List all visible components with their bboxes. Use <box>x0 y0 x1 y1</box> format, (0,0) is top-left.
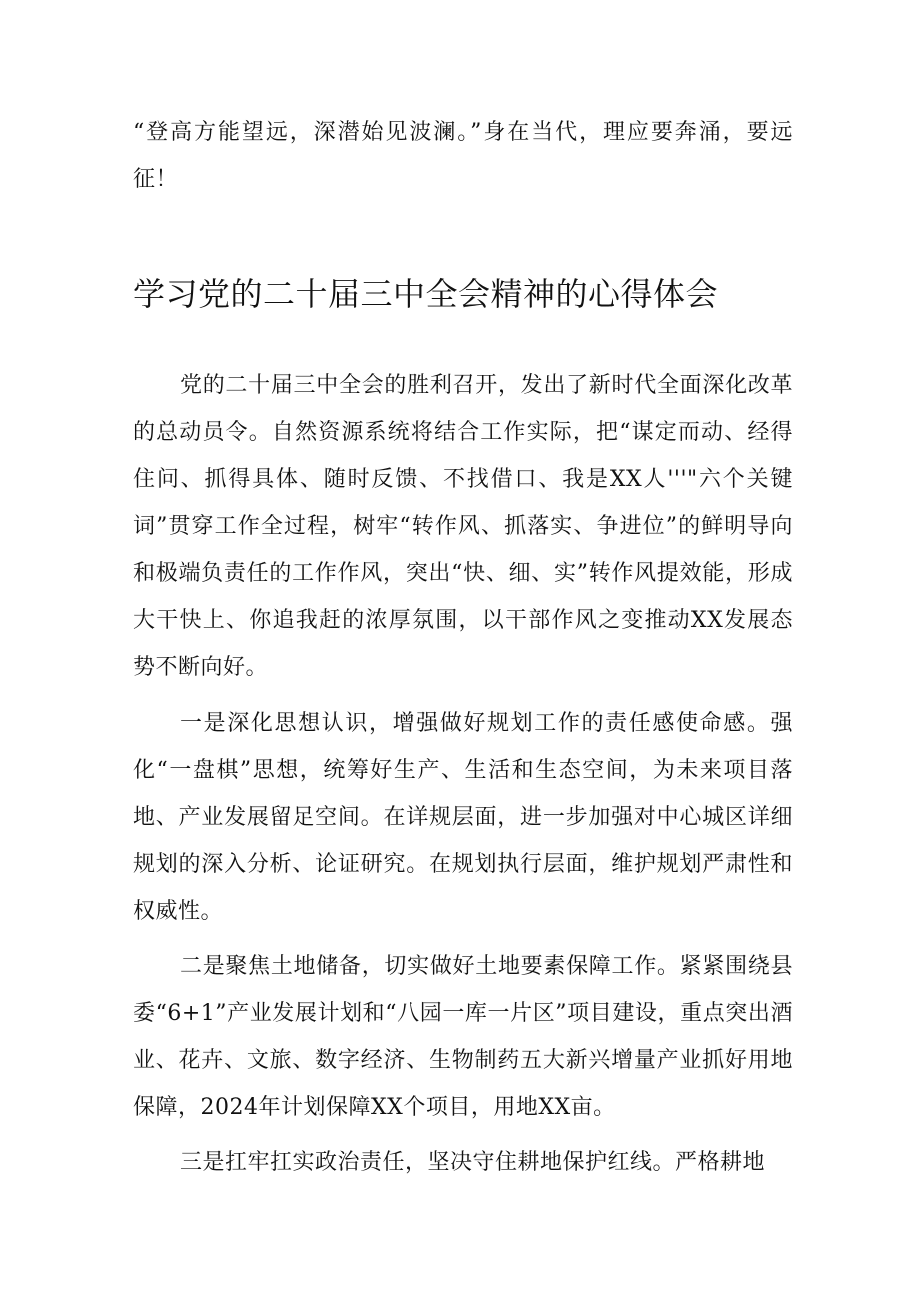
paragraph-farmland-protection: 三是扛牢扛实政治责任，坚决守住耕地保护红线。严格耕地 <box>180 1150 766 1175</box>
intro-quote-paragraph: “登高方能望远，深潜始见波澜。”身在当代，理应要奔涌，要远征！ <box>133 120 793 192</box>
paragraph-land-reserve: 二是聚焦土地储备，切实做好土地要素保障工作。紧紧围绕县委“6+1”产业发展计划和“八园一库一片区”项目建设，重点突出酒业、花卉、文旅、数字经济、生物制药五大新兴增量产业抓好用地保障，2024年计划保障XX个项目，用地XX亩。 <box>133 954 793 1120</box>
paragraph-overview: 党的二十届三中全会的胜利召开，发出了新时代全面深化改革的总动员令。自然资源系统将结合工作实际，把“谋定而动、经得住问、抓得具体、随时反馈、不找借口、我是XX人'''"六个关键词”贯穿工作全过程，树牢“转作风、抓落实、争进位”的鲜明导向和极端负责任的工作作风，突出“快、细、实”转作风提效能，形成大干快上、你追我赶的浓厚氛围，以干部作风之变推动XX发展态势不断向好。 <box>133 373 793 680</box>
paragraph-planning: 一是深化思想认识，增强做好规划工作的责任感使命感。强化“一盘棋”思想，统筹好生产、生活和生态空间，为未来项目落地、产业发展留足空间。在详规层面，进一步加强对中心城区详细规划的深入分析、论证研究。在规划执行层面，维护规划严肃性和权威性。 <box>133 711 793 924</box>
document-title: 学习党的二十届三中全会精神的心得体会 <box>133 275 719 313</box>
